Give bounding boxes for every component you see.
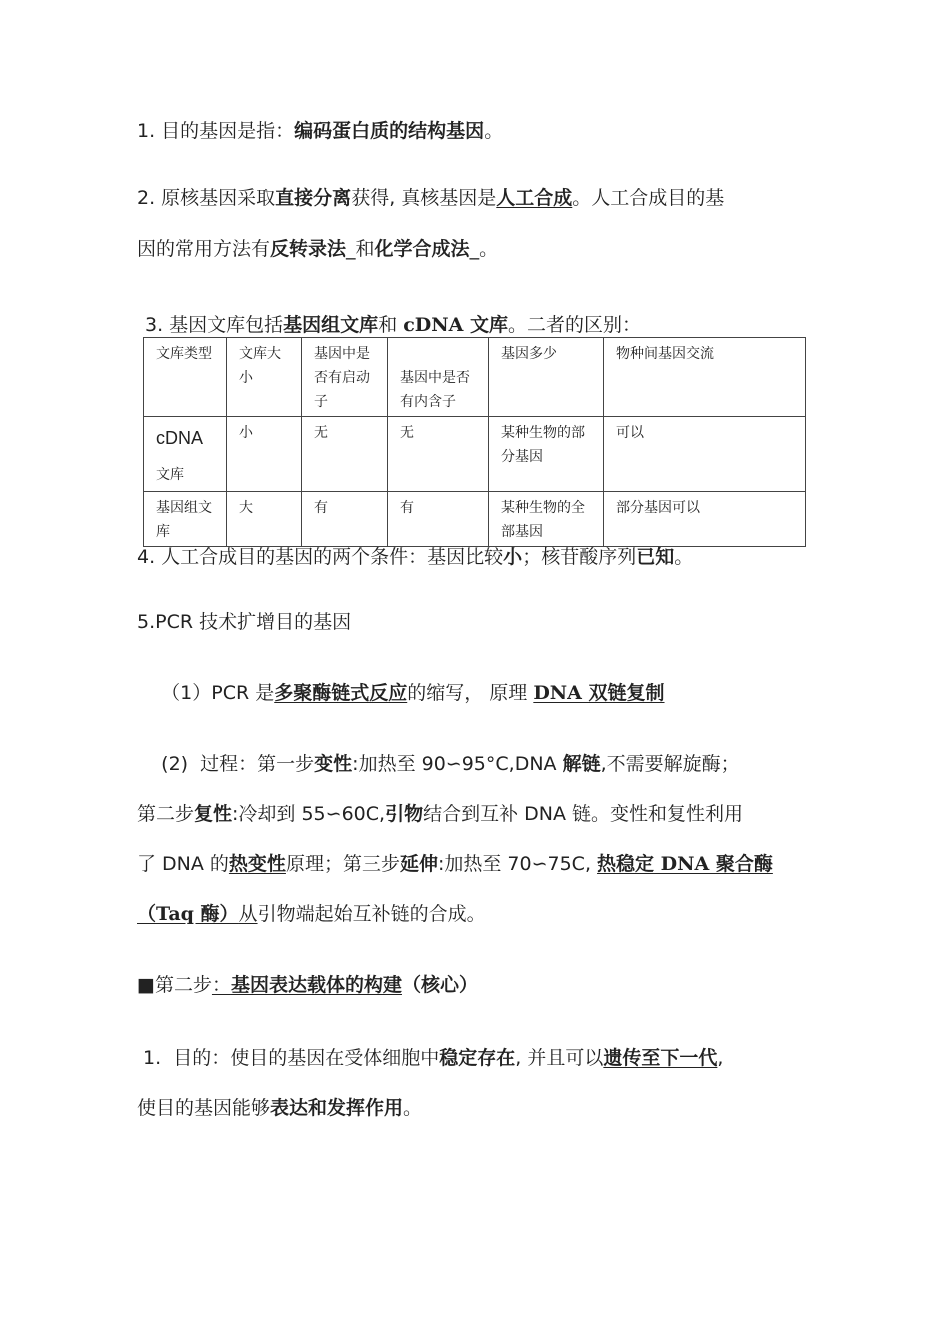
table-header-row: [144, 338, 806, 417]
item-1-key: 编码蛋白质的结构基因: [294, 120, 485, 142]
cell-promoter: 有: [302, 492, 388, 547]
cell-intron: 有: [388, 492, 489, 547]
item-1-suffix: 。: [484, 120, 504, 142]
item-5-2-suffix: ,不需要解旋酶；: [600, 753, 740, 775]
header-cell: 基因中是否有内含子: [388, 338, 489, 417]
item-5-2-line-3: [137, 851, 773, 877]
item-5-1-mid: 的缩写， 原理: [407, 682, 534, 704]
item-1: [137, 118, 503, 144]
cell-size: 大: [227, 492, 302, 547]
section-step-2-prefix: ■第二步: [137, 974, 212, 996]
item-5-2-mid: :加热至 90∽95°C,DNA: [352, 753, 563, 775]
item-5-2-l3-mid: 原理；第三步: [285, 853, 400, 875]
section-step-2-colon: ：: [211, 974, 231, 996]
purpose-mid: , 并且可以: [515, 1047, 604, 1069]
item-5-2-l4-suffix: 引物端起始互补链的合成。: [257, 903, 486, 925]
cell-intron: 无: [388, 417, 489, 492]
header-cell: 物种间基因交流: [604, 338, 806, 417]
step-anneal: 复性: [194, 803, 233, 825]
header-cell: 文库大小: [227, 338, 302, 417]
item-2-key-2: 人工合成: [496, 187, 573, 209]
item-4-key-2: 已知: [636, 546, 675, 568]
item-1-prefix: 1. 目的基因是指：: [137, 120, 295, 142]
item-5-2-line-4: [137, 901, 486, 927]
table-row: [144, 492, 806, 547]
cell-promoter: 无: [302, 417, 388, 492]
item-5-1-key-1: 多聚酶链式反应: [274, 682, 408, 704]
thermal-denaturation: 热变性: [228, 853, 286, 875]
item-5-2-l2-mid: :冷却到 55∽60C,: [232, 803, 386, 825]
step-primer: 引物: [385, 803, 424, 825]
item-2-key-3: 反转录法: [270, 238, 347, 260]
item-4-suffix: 。: [674, 546, 694, 568]
item-4-mid: ；核苷酸序列: [522, 546, 637, 568]
item-5-2-line-2: [137, 801, 743, 827]
item-3: [145, 312, 641, 338]
purpose-line-1: [137, 1045, 723, 1071]
purpose-line-2: [137, 1095, 422, 1121]
step-extend: 延伸: [399, 853, 438, 875]
purpose-key-3: 表达和发挥作用: [270, 1097, 404, 1119]
library-label: 文库: [156, 467, 184, 483]
item-4: [137, 544, 693, 570]
purpose-l2-suffix: 。: [403, 1097, 423, 1119]
header-cell: 基因中是否有启动子: [302, 338, 388, 417]
item-3-prefix: 3. 基因文库包括: [145, 314, 284, 336]
item-2-l2-prefix: 因的常用方法有: [137, 238, 271, 260]
item-2-line-1: [137, 185, 724, 211]
cell-library-type: [144, 417, 227, 492]
item-4-key-1: 小: [503, 546, 523, 568]
purpose-key-2: 遗传至下一代: [603, 1047, 718, 1069]
item-5-2-prefix: (2) 过程：第一步: [137, 753, 315, 775]
item-5-2-l3-mid2: :加热至 70∽75C,: [437, 853, 598, 875]
item-5-1: [137, 680, 665, 706]
step-denature: 变性: [314, 753, 353, 775]
cell-gene-count: 某种生物的部分基因: [489, 417, 604, 492]
item-5-1-key-2: DNA 双链复制: [533, 682, 665, 704]
cdna-label: cDNA: [156, 428, 204, 448]
cell-library-type: 基因组文库: [144, 492, 227, 547]
header-cell: 文库类型: [144, 338, 227, 417]
step-unwind: 解链: [562, 753, 601, 775]
purpose-key-1: 稳定存在: [439, 1047, 516, 1069]
cell-exchange: 可以: [604, 417, 806, 492]
item-3-mid: 和: [378, 314, 404, 336]
purpose-suffix: ,: [717, 1047, 724, 1069]
item-3-suffix: 。二者的区别：: [508, 314, 642, 336]
item-2-suffix: 。人工合成目的基: [572, 187, 725, 209]
item-2-line-2: [137, 236, 498, 262]
item-5-2-l3-prefix: 了 DNA 的: [137, 853, 229, 875]
item-2-prefix: 2. 原核基因采取: [137, 187, 276, 209]
item-2-mid: 获得, 真核基因是: [351, 187, 497, 209]
table-row: [144, 417, 806, 492]
purpose-prefix: 1. 目的：使目的基因在受体细胞中: [137, 1047, 440, 1069]
section-step-2: [137, 972, 478, 998]
cell-size: 小: [227, 417, 302, 492]
header-cell: 基因多少: [489, 338, 604, 417]
item-2-key-1: 直接分离: [275, 187, 352, 209]
section-step-2-core: （核心）: [401, 974, 478, 996]
item-3-key-1: 基因组文库: [283, 314, 379, 336]
taq-enzyme: （Taq 酶）: [137, 903, 239, 925]
item-5-heading: 5.PCR 技术扩增目的基因: [137, 611, 352, 633]
item-4-prefix: 4. 人工合成目的基因的两个条件：基因比较: [137, 546, 504, 568]
cell-gene-count: 某种生物的全部基因: [489, 492, 604, 547]
item-5-2-l2-suffix: 结合到互补 DNA 链。变性和复性利用: [423, 803, 743, 825]
item-3-key-2: cDNA 文库: [403, 314, 509, 336]
cell-exchange: 部分基因可以: [604, 492, 806, 547]
item-5-2-l4-from: 从: [238, 903, 258, 925]
purpose-l2-prefix: 使目的基因能够: [137, 1097, 271, 1119]
item-2-l2-suffix: _。: [469, 238, 499, 260]
item-2-l2-mid: _和: [346, 238, 375, 260]
item-5-2-line-1: [137, 751, 740, 777]
item-5-1-prefix: （1）PCR 是: [137, 682, 275, 704]
library-comparison-table: [143, 337, 806, 547]
section-step-2-title: 基因表达载体的构建: [230, 974, 402, 996]
thermostable-polymerase: 热稳定 DNA 聚合酶: [597, 853, 773, 875]
item-5-2-l2-prefix: 第二步: [137, 803, 195, 825]
item-2-key-4: 化学合成法: [374, 238, 470, 260]
